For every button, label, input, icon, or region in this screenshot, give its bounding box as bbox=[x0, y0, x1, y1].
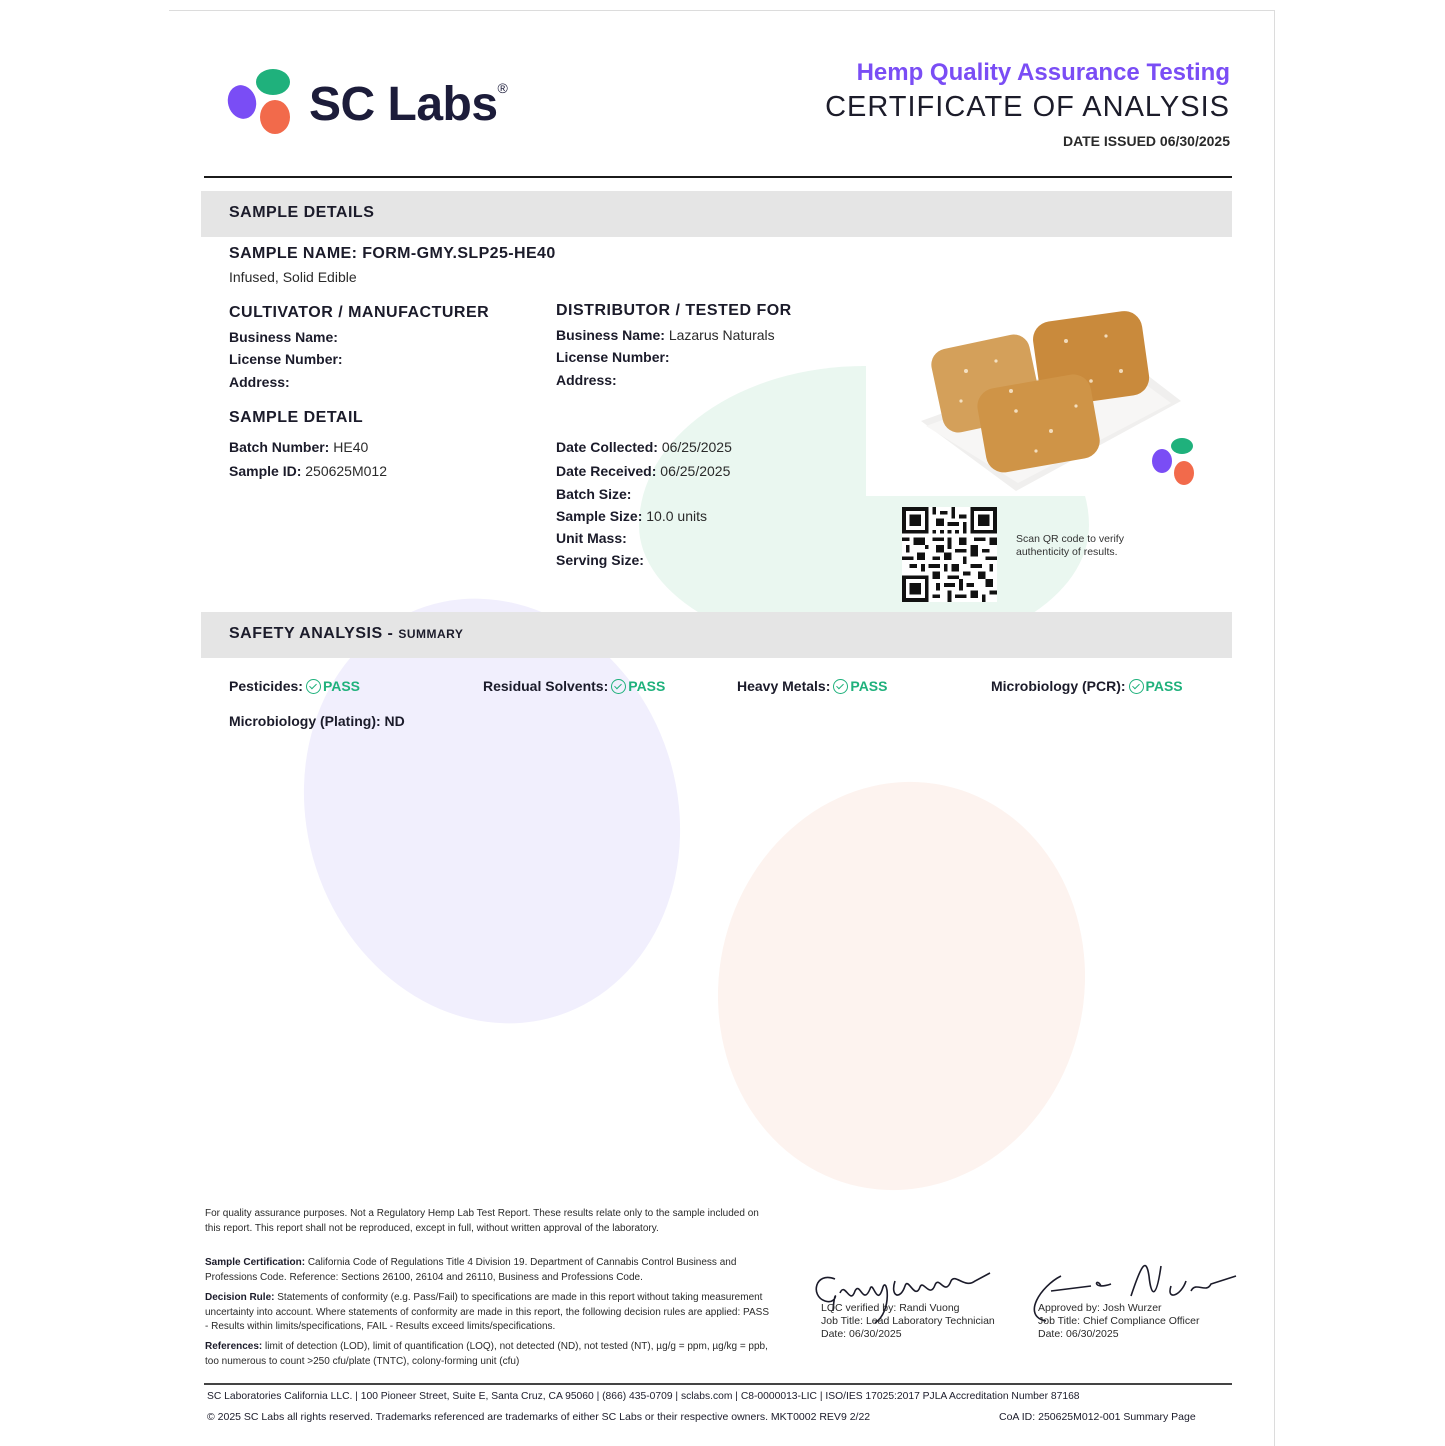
cultivator-heading: CULTIVATOR / MANUFACTURER bbox=[229, 304, 490, 321]
footer-divider bbox=[204, 1383, 1232, 1385]
sample-details-heading: SAMPLE DETAILS bbox=[229, 204, 375, 221]
pass-check-icon bbox=[1129, 679, 1144, 694]
qr-code-icon[interactable] bbox=[902, 507, 997, 602]
cultivator-business-name: Business Name: bbox=[229, 329, 338, 345]
pass-check-icon bbox=[833, 679, 848, 694]
report-title: CERTIFICATE OF ANALYSIS bbox=[825, 91, 1230, 123]
certification-note: Sample Certification: California Code of Regulations Title 4 Division 19. Department of Cannabis Control Business and Professions Code. Reference: Sections 26100, 26104 and 26110, Business and Professions Code. bbox=[205, 1257, 737, 1283]
batch-number: Batch Number: HE40 bbox=[229, 439, 369, 455]
pass-check-icon bbox=[611, 679, 626, 694]
watermark-peach-blob bbox=[680, 748, 1122, 1225]
safety-analysis-heading: SAFETY ANALYSIS - SUMMARY bbox=[229, 625, 464, 642]
qr-note: Scan QR code to verify authenticity of results. bbox=[1016, 533, 1124, 558]
certificate-page bbox=[169, 10, 1275, 1446]
verifier-info: LQC verified by: Randi Vuong Job Title: Lead Laboratory Technician Date: 06/30/2025 bbox=[821, 1302, 995, 1340]
date-collected: Date Collected: 06/25/2025 bbox=[556, 439, 732, 455]
references-note: References: limit of detection (LOD), limit of quantification (LOQ), not detected (ND), not tested (NT), µg/g = ppm, µg/kg = ppb, too numerous to count >250 cfu/plate (TNTC), colony-forming unit (cfu) bbox=[205, 1341, 768, 1367]
footer-copyright: © 2025 SC Labs all rights reserved. Trademarks referenced are trademarks of either SC Labs or their respective owners. MKT0002 REV9 2/22 bbox=[207, 1411, 871, 1423]
result-pesticides: Pesticides: PASS bbox=[229, 678, 361, 694]
sample-detail-heading: SAMPLE DETAIL bbox=[229, 409, 364, 426]
date-issued: DATE ISSUED 06/30/2025 bbox=[1062, 133, 1230, 149]
result-heavy-metals: Heavy Metals: PASS bbox=[737, 678, 888, 694]
result-microbiology-plating: Microbiology (Plating): ND bbox=[229, 713, 405, 729]
product-photo bbox=[866, 291, 1206, 496]
distributor-heading: DISTRIBUTOR / TESTED FOR bbox=[556, 302, 792, 319]
footer-coa-id: CoA ID: 250625M012-001 Summary Page bbox=[999, 1411, 1196, 1423]
approver-info: Approved by: Josh Wurzer Job Title: Chief Compliance Officer Date: 06/30/2025 bbox=[1038, 1302, 1200, 1340]
serving-size: Serving Size: bbox=[556, 552, 644, 568]
disclaimer-note: For quality assurance purposes. Not a Regulatory Hemp Lab Test Report. These results relate only to the sample included on this report. This report shall not be reproduced, except in full, without written approval of the laboratory. bbox=[205, 1208, 759, 1234]
sample-name: SAMPLE NAME: FORM-GMY.SLP25-HE40 bbox=[229, 245, 556, 262]
brand-name: SC Labs® bbox=[309, 78, 508, 131]
cultivator-license: License Number: bbox=[229, 351, 343, 367]
distributor-license: License Number: bbox=[556, 349, 670, 365]
cultivator-address: Address: bbox=[229, 374, 290, 390]
batch-size: Batch Size: bbox=[556, 486, 632, 502]
date-received: Date Received: 06/25/2025 bbox=[556, 463, 731, 479]
distributor-address: Address: bbox=[556, 372, 617, 388]
result-residual-solvents: Residual Solvents: PASS bbox=[483, 678, 666, 694]
report-subtitle: Hemp Quality Assurance Testing bbox=[856, 59, 1230, 86]
sample-type: Infused, Solid Edible bbox=[229, 269, 357, 285]
distributor-business-name: Business Name: Lazarus Naturals bbox=[556, 327, 775, 343]
pass-check-icon bbox=[306, 679, 321, 694]
sc-labs-logo-icon bbox=[227, 65, 297, 145]
unit-mass: Unit Mass: bbox=[556, 530, 627, 546]
footer-company-info: SC Laboratories California LLC. | 100 Pioneer Street, Suite E, Santa Cruz, CA 95060 | (866) 435-0709 | sclabs.com | C8-0000013-LIC | ISO/IES 17025:2017 PJLA Accreditation Number 87168 bbox=[207, 1391, 1080, 1402]
decision-rule-note: Decision Rule: Statements of conformity (e.g. Pass/Fail) to specifications are made in this report without taking measurement uncertainty into account. Where statements of conformity are made in this report, the following decision rules are applied: PASS - Results within limits/specifications, FAIL - Results exceed limits/specifications. bbox=[205, 1292, 769, 1332]
header-divider bbox=[204, 176, 1232, 178]
result-microbiology-pcr: Microbiology (PCR): PASS bbox=[991, 678, 1183, 694]
sample-id: Sample ID: 250625M012 bbox=[229, 463, 387, 479]
sample-size: Sample Size: 10.0 units bbox=[556, 508, 707, 524]
